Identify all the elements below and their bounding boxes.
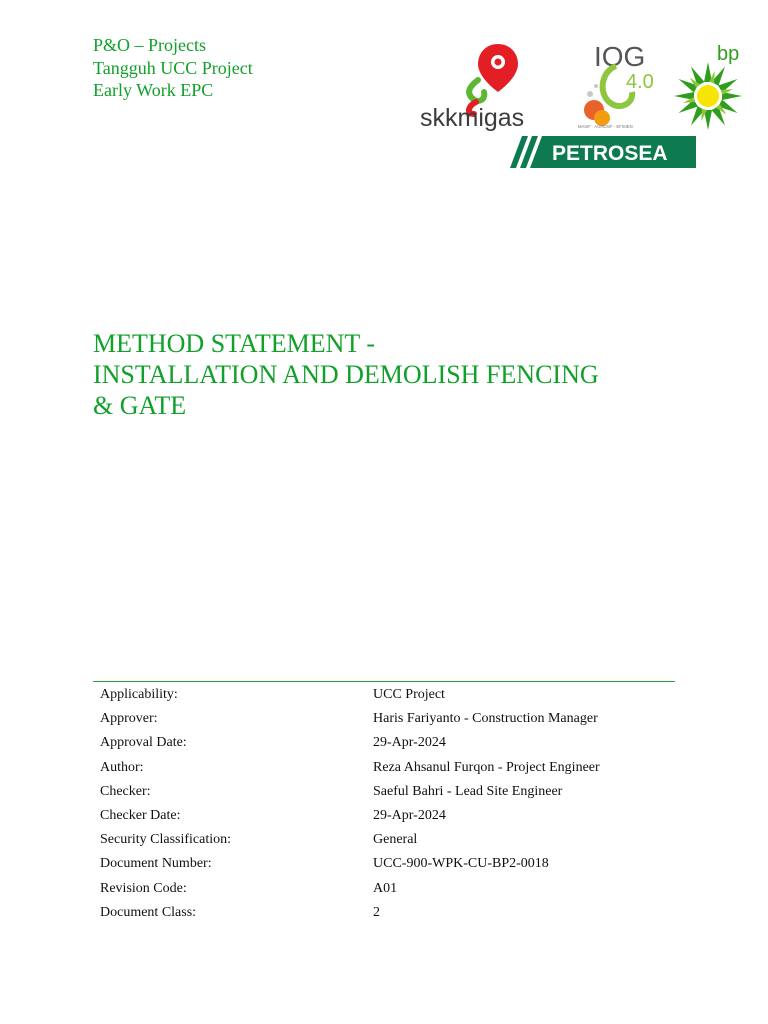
row-value: 2 — [373, 904, 380, 920]
iog-wordmark: IOG — [594, 41, 646, 72]
title-line-1: METHOD STATEMENT - — [93, 329, 375, 358]
header-line-project: Tangguh UCC Project — [93, 57, 253, 78]
petrosea-logo — [510, 136, 696, 168]
skkmigas-wordmark: skkmigas — [420, 104, 525, 132]
iog-logo — [576, 38, 662, 130]
row-value: General — [373, 832, 418, 848]
header-line-org: P&O – Projects — [93, 35, 207, 55]
iog-version: 4.0 — [626, 71, 654, 93]
table-row — [100, 707, 600, 731]
table-row — [100, 683, 600, 707]
table-row — [100, 804, 600, 828]
table-row — [100, 852, 600, 876]
row-label: Revision Code: — [100, 880, 187, 896]
title-line-3: & GATE — [93, 391, 187, 420]
row-label: Security Classification: — [100, 832, 232, 848]
row-label: Author: — [100, 759, 144, 775]
row-label: Checker: — [100, 783, 151, 799]
title-line-2: INSTALLATION AND DEMOLISH FENCING — [93, 360, 599, 389]
row-value: UCC-900-WPK-CU-BP2-0018 — [373, 856, 549, 872]
document-title — [93, 328, 599, 421]
document-info-table — [100, 683, 600, 925]
row-value: Haris Fariyanto - Construction Manager — [373, 711, 598, 727]
table-row — [100, 901, 600, 925]
header-line-scope: Early Work EPC — [93, 80, 214, 100]
row-label: Document Class: — [100, 904, 197, 920]
header-project-info — [93, 34, 253, 102]
row-label: Approval Date: — [100, 735, 187, 751]
table-row — [100, 828, 600, 852]
table-row — [100, 756, 600, 780]
petrosea-wordmark: PETROSEA — [552, 142, 668, 165]
table-row — [100, 731, 600, 755]
row-value: A01 — [373, 880, 398, 896]
row-value: 29-Apr-2024 — [373, 808, 446, 824]
iog-tagline: MASIF · AGRESIF · EFISIEN — [578, 124, 633, 129]
row-label: Checker Date: — [100, 808, 181, 824]
bp-wordmark: bp — [717, 43, 740, 65]
row-value: Saeful Bahri - Lead Site Engineer — [373, 783, 563, 799]
row-label: Document Number: — [100, 856, 212, 872]
row-value: Reza Ahsanul Furqon - Project Engineer — [373, 759, 600, 775]
row-value: UCC Project — [373, 687, 445, 703]
table-row — [100, 780, 600, 804]
table-row — [100, 877, 600, 901]
helios-icon — [674, 62, 742, 130]
row-label: Approver: — [100, 711, 158, 727]
skkmigas-logo — [420, 40, 560, 132]
row-value: 29-Apr-2024 — [373, 735, 446, 751]
row-label: Applicability: — [100, 687, 178, 703]
table-top-rule — [93, 681, 675, 682]
bp-logo — [672, 40, 748, 130]
